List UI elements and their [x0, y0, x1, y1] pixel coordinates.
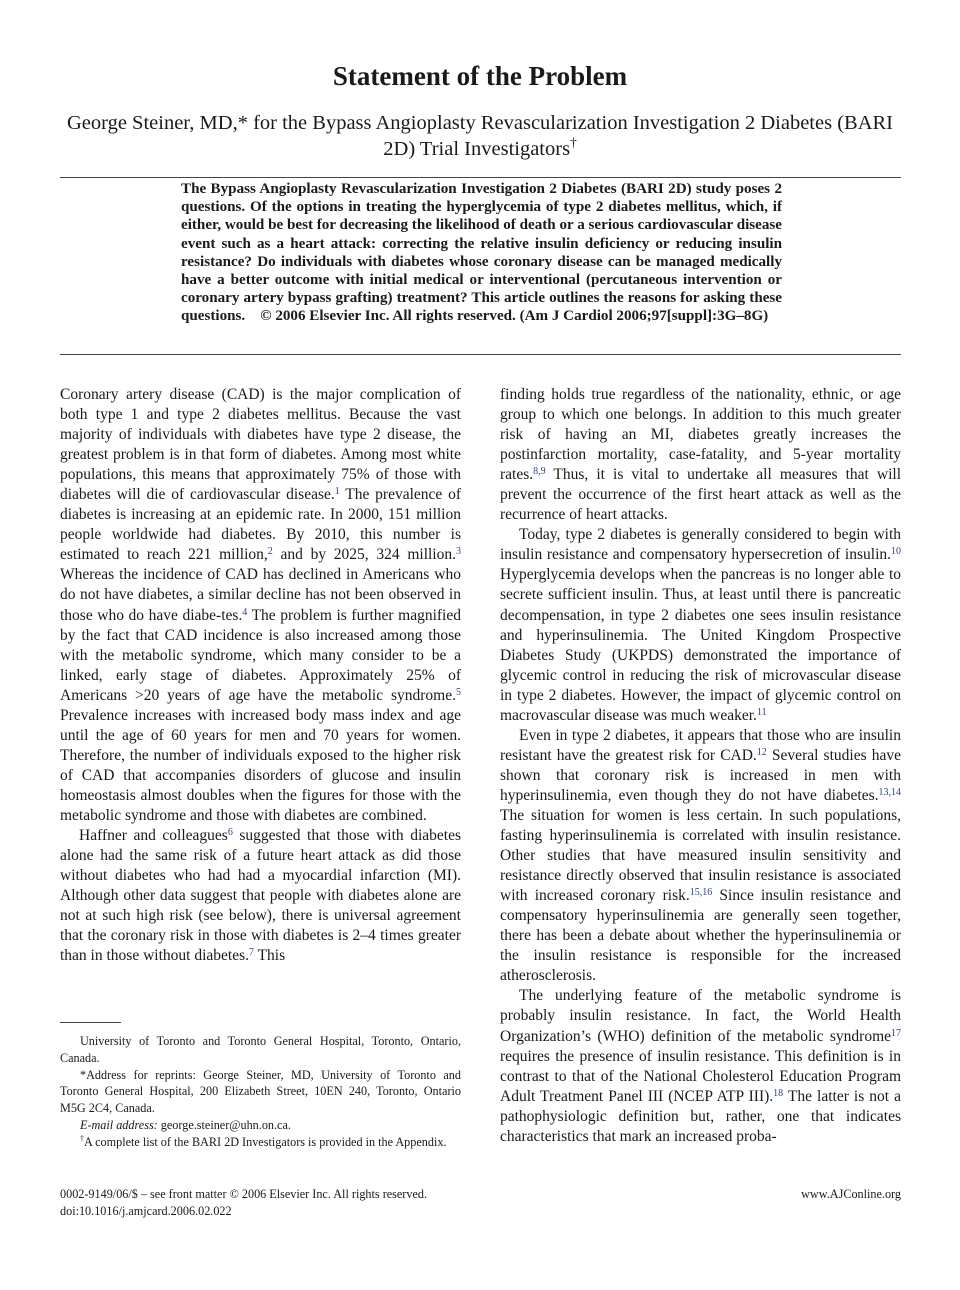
citation-link[interactable]: 1	[334, 486, 340, 498]
footnote-reprints: *Address for reprints: George Steiner, MD, University of Toronto and Toronto General Hospital, 200 Elizabeth Street, 10EN 240, Toronto, Ontario M5G 2C4, Canada.	[60, 1067, 461, 1116]
email-label: E-mail address:	[80, 1117, 158, 1132]
author-line	[60, 110, 900, 162]
citation-link[interactable]: 18	[773, 1087, 784, 1099]
investigators-note: A complete list of the BARI 2D Investigators is provided in the Appendix.	[83, 1134, 447, 1149]
author-names: George Steiner, MD,* for the Bypass Angioplasty Revascularization Investigation 2 Diabetes (BARI 2D) Trial Investigators	[66, 112, 894, 160]
citation-link[interactable]: 8,9	[533, 466, 546, 478]
text-run: The underlying feature of the metabolic syndrome is probably insulin resistance. In fact, the World Health Organization’s (WHO) definition of the metabolic syndrome	[500, 987, 901, 1045]
email-link[interactable]: george.steiner@uhn.on.ca.	[160, 1117, 291, 1132]
text-run: Prevalence increases with increased body mass index and age until the age of 60 years for men and 70 years for women. Therefore, the number of individuals exposed to the higher risk of CAD that accompanies disorders of glucose and insulin homeostasis almost doubles when the figures for those with the metabolic syndrome and those with diabetes are combined.	[60, 706, 461, 824]
article-title: Statement of the Problem	[332, 61, 628, 91]
text-run: The problem is further magnified by the fact that CAD incidence is also increased among those with the metabolic syndrome, which many consider to be a linked, early stage of diabetes. Approximately 25% of Americans >20 years of age have the metabolic syndrome.	[60, 606, 461, 704]
right-column	[500, 385, 901, 1147]
paragraph	[60, 385, 461, 826]
journal-website[interactable]: www.AJConline.org	[801, 1187, 901, 1201]
left-column	[60, 385, 461, 966]
abstract-body: The Bypass Angioplasty Revascularization Investigation 2 Diabetes (BARI 2D) study poses 2 questions. Of the options in treating the hyperglycemia of type 2 diabetes mellitus, which, if either, would be best for decreasing the likelihood of death or a serious cardiovascular disease event such as a heart attack: correcting the relative insulin deficiency or reducing insulin resistance? Do individuals with diabetes whose coronary disease can be managed medically have a better outcome with initial medical or interventional (percutaneous intervention or coronary artery bypass grafting) treatment? This article outlines the reasons for asking these questions.	[181, 181, 782, 325]
footnotes	[60, 1033, 461, 1151]
text-run: suggested that those with diabetes alone had the same risk of a future heart attack as did those without diabetes who had had a myocardial infarction (MI). Although other data suggest that people with diabetes alone are not at such high risk (see below), there is universal agreement that the coronary risk in those with diabetes is 2–4 times greater than in those without diabetes.	[60, 827, 461, 965]
citation-link[interactable]: 4	[242, 606, 248, 618]
footnote-investigators	[60, 1134, 461, 1151]
citation-link[interactable]: 17	[891, 1027, 901, 1039]
citation-link[interactable]: 15,16	[689, 887, 713, 899]
citation-link[interactable]: 5	[456, 686, 461, 698]
text-run: Thus, it is vital to undertake all measures that will prevent the occurrence of the first heart attack as well as the recurrence of heart attacks.	[500, 466, 901, 524]
text-run: This	[253, 947, 286, 965]
text-run: The situation for women is less certain. In such populations, fasting hyperinsulinemia is correlated with insulin resistance. Other studies that have measured insulin sensitivity and resistance directly observed that insulin resistance is associated with increased coronary risk.	[500, 806, 901, 905]
paragraph	[60, 826, 461, 966]
abstract-top-rule	[60, 177, 901, 178]
citation-link[interactable]: 3	[456, 546, 461, 558]
text-run: finding holds true regardless of the nationality, ethnic, or age group to which one belongs. In addition to this much greater risk of having an MI, diabetes greatly increases the postinfarction mortality, case-fatality, and 5-year mortality rates.	[500, 386, 901, 484]
footer-left	[60, 1186, 427, 1220]
citation-link[interactable]: 12	[756, 746, 767, 758]
text-run: Coronary artery disease (CAD) is the major complication of both type 1 and type 2 diabetes mellitus. Because the vast majority of individuals with diabetes have type 2 disease, the greatest problem is in that form of diabetes. Among most white populations, this means that approximately 75% of those with diabetes will die of cardiovascular disease.	[60, 386, 461, 504]
abstract-bottom-rule	[60, 354, 901, 355]
text-run: requires the presence of insulin resistance. This definition is in contrast to that of the National Cholesterol Education Program Adult Treatment Panel III (NCEP ATP III).	[500, 1047, 901, 1105]
issn-line: 0002-9149/06/$ – see front matter © 2006 Elsevier Inc. All rights reserved.	[60, 1187, 428, 1201]
text-run: Whereas the incidence of CAD has declined in Americans who do not have diabetes, a similar decline has not been observed in those who do have diabe-tes.	[60, 566, 461, 624]
text-run: Haffner and colleagues	[79, 827, 228, 845]
paragraph	[500, 385, 901, 525]
citation-link[interactable]: 6	[227, 827, 233, 839]
text-run: Hyperglycemia develops when the pancreas is no longer able to secrete sufficient insulin. Thus, at least until there is pancreatic decompensation, in type 2 diabetes one sees insulin resistance and hyperinsulinemia. The United Kingdom Prospective Diabetes Study (UKPDS) demonstrated the importance of glycemic control in reducing the risk of microvascular disease in type 2 diabetes. However, the impact of glycemic control on macrovascular disease was much weaker.	[500, 566, 901, 724]
text-run: The latter is not a pathophysiologic definition but, rather, one that indicates characteristics that mark an increased proba-	[500, 1087, 902, 1145]
paragraph	[500, 726, 901, 987]
paragraph	[500, 525, 901, 725]
text-run: Since insulin resistance and compensatory hyperinsulinemia are generally seen together, there has been a debate about whether the hyperinsulinemia or the insulin resistance is responsible for the increased atherosclerosis.	[500, 887, 901, 985]
citation-link[interactable]: 2	[267, 546, 273, 558]
footnote-affiliation: University of Toronto and Toronto General Hospital, Toronto, Ontario, Canada.	[60, 1034, 461, 1065]
text-run: and by 2025, 324 million.	[272, 546, 456, 564]
abstract-copyright: © 2006 Elsevier Inc. All rights reserved. (Am J Cardiol 2006;97[suppl]:3G–8G)	[260, 308, 769, 325]
citation-link[interactable]: 11	[756, 706, 767, 718]
text-run: Today, type 2 diabetes is generally considered to begin with insulin resistance and compensatory hypersecretion of insulin.	[500, 526, 901, 564]
dagger-mark: †	[570, 135, 577, 151]
dagger-mark: †	[80, 1133, 84, 1143]
footnote-email	[60, 1117, 461, 1134]
citation-link[interactable]: 10	[891, 546, 901, 558]
text-run: Even in type 2 diabetes, it appears that those who are insulin resistant have the greatest risk for CAD.	[500, 726, 901, 764]
citation-link[interactable]: 13,14	[878, 786, 901, 798]
text-run: The prevalence of diabetes is increasing at an epidemic rate. In 2000, 151 million people worldwide had diabetes. By 2010, this number is estimated to reach 221 million,	[60, 486, 461, 564]
footnote-rule	[60, 1022, 121, 1023]
text-run: Several studies have shown that coronary risk is increased in men with hyperinsulinemia, even though they do not have diabetes.	[500, 746, 902, 804]
footer-right	[801, 1186, 901, 1203]
doi-line[interactable]: doi:10.1016/j.amjcard.2006.02.022	[60, 1204, 232, 1218]
citation-link[interactable]: 7	[248, 947, 254, 959]
abstract	[181, 180, 782, 326]
paragraph	[500, 986, 901, 1146]
